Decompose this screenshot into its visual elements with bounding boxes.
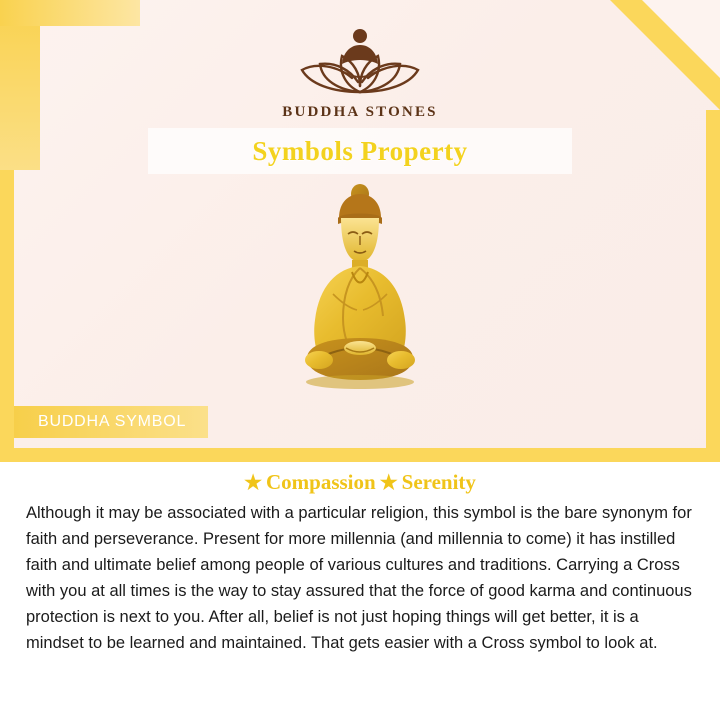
seated-buddha-illustration (245, 182, 475, 412)
brand-logo (0, 22, 720, 121)
headline-word-serenity: Serenity (401, 470, 476, 494)
headline-word-compassion: Compassion (266, 470, 376, 494)
headline (0, 470, 720, 495)
illustration-container (0, 182, 720, 417)
description-paragraph: Although it may be associated with a particular religion, this symbol is the bare synonym for faith and perseverance. Present for more millennia (and millennia to come) it has instilled faith and ultimate belief among people of various cultures and traditions. Carrying a Cross with you at all times is the way to stay assured that the force of good karma and continuous protection is next to you. After all, belief is not just hoping things will get better, it is a mindset to be learned and maintained. That gets easier with a Cross symbol to look at. (26, 504, 692, 652)
decor-bottom-strip (0, 448, 720, 462)
lotus-meditation-icon (280, 22, 440, 100)
page-title: Symbols Property (252, 135, 468, 166)
symbol-tag-label: BUDDHA SYMBOL (38, 413, 187, 430)
star-icon-left: ★ (244, 472, 262, 494)
brand-name: BUDDHA STONES (282, 104, 438, 120)
symbol-tag (14, 406, 208, 438)
star-icon-right: ★ (379, 472, 398, 494)
title-banner (148, 128, 572, 174)
